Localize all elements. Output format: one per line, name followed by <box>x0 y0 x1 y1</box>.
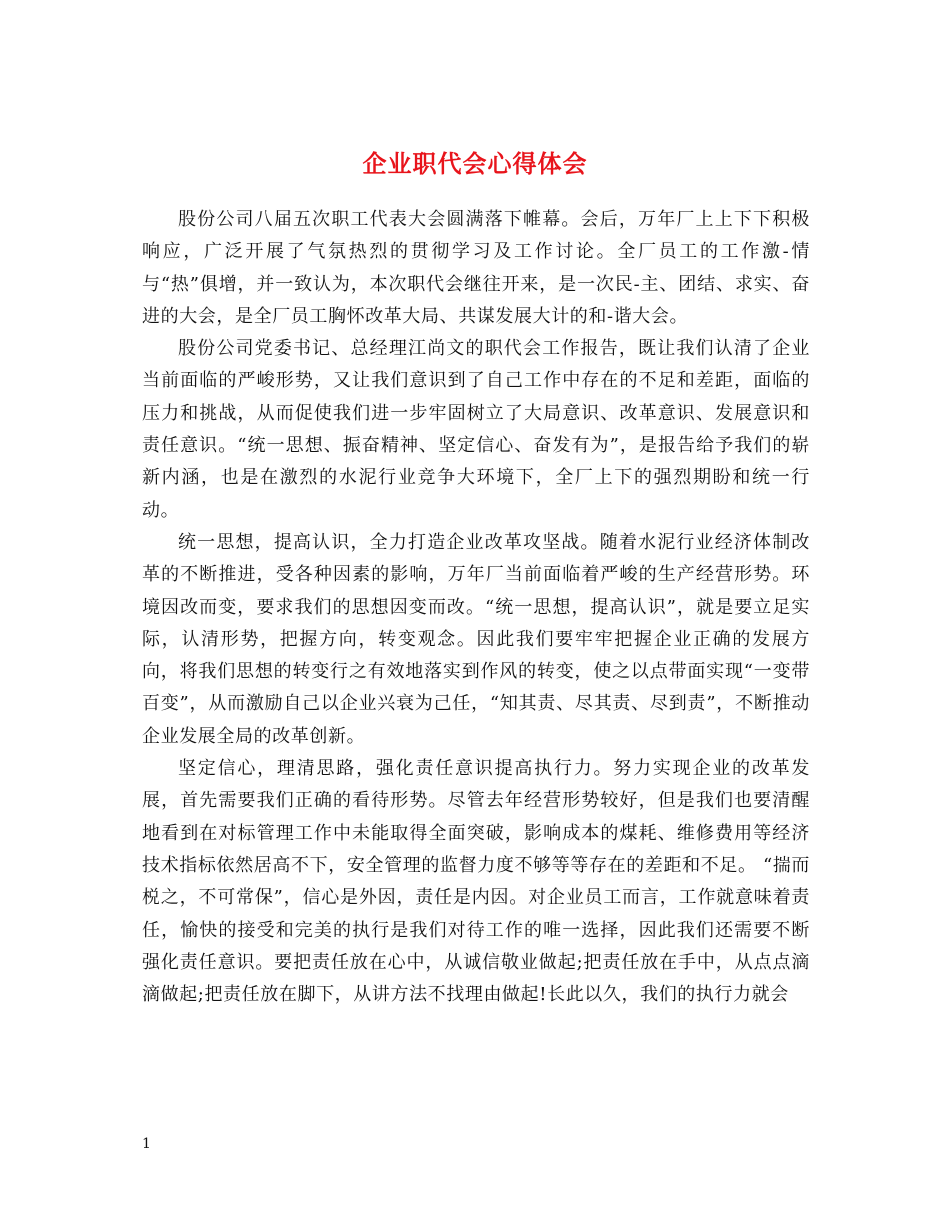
paragraph: 坚定信心，理清思路，强化责任意识提高执行力。努力实现企业的改革发展，首先需要我们正确的看待形势。尽管去年经营形势较好，但是我们也要清醒地看到在对标管理工作中未能取得全面突破，影响成本的煤耗、维修费用等经济技术指标依然居高不下，安全管理的监督力度不够等等存在的差距和不足。 “揣而棁之，不可常保”，信心是外因，责任是内因。对企业员工而言，工作就意味着责任，愉快的接受和完美的执行是我们对待工作的唯一选择，因此我们还需要不断强化责任意识。要把责任放在心中，从诚信敬业做起;把责任放在手中，从点点滴滴做起;把责任放在脚下，从讲方法不找理由做起!长此以久，我们的执行力就会 <box>142 758 810 1006</box>
paragraph: 股份公司党委书记、总经理江尚文的职代会工作报告，既让我们认清了企业当前面临的严峻形势，又让我们意识到了自己工作中存在的不足和差距，面临的压力和挑战，从而促使我们进一步牢固树立了大局意识、改革意识、发展意识和责任意识。“统一思想、振奋精神、坚定信心、奋发有为”，是报告给予我们的崭新内涵，也是在激烈的水泥行业竞争大环境下，全厂上下的强烈期盼和统一行动。 <box>142 338 810 521</box>
page-number: 1 <box>142 1136 151 1152</box>
paragraph: 统一思想，提高认识，全力打造企业改革攻坚战。随着水泥行业经济体制改革的不断推进，受各种因素的影响，万年厂当前面临着严峻的生产经营形势。环境因改而变，要求我们的思想因变而改。“统一思想，提高认识”，就是要立足实际，认清形势，把握方向，转变观念。因此我们要牢牢把握企业正确的发展方向，将我们思想的转变行之有效地落实到作风的转变，使之以点带面实现“一变带百变”，从而激励自己以企业兴衰为己任，“知其责、尽其责、尽到责”，不断推动企业发展全局的改革创新。 <box>142 531 810 747</box>
document-title: 企业职代会心得体会 <box>362 149 588 179</box>
document-body <box>142 204 810 1011</box>
paragraph: 股份公司八届五次职工代表大会圆满落下帷幕。会后，万年厂上上下下积极响应，广泛开展了气氛热烈的贯彻学习及工作讨论。全厂员工的工作激-情与“热”俱增，并一致认为，本次职代会继往开来，是一次民-主、团结、求实、奋进的大会，是全厂员工胸怀改革大局、共谋发展大计的和-谐大会。 <box>142 209 810 327</box>
